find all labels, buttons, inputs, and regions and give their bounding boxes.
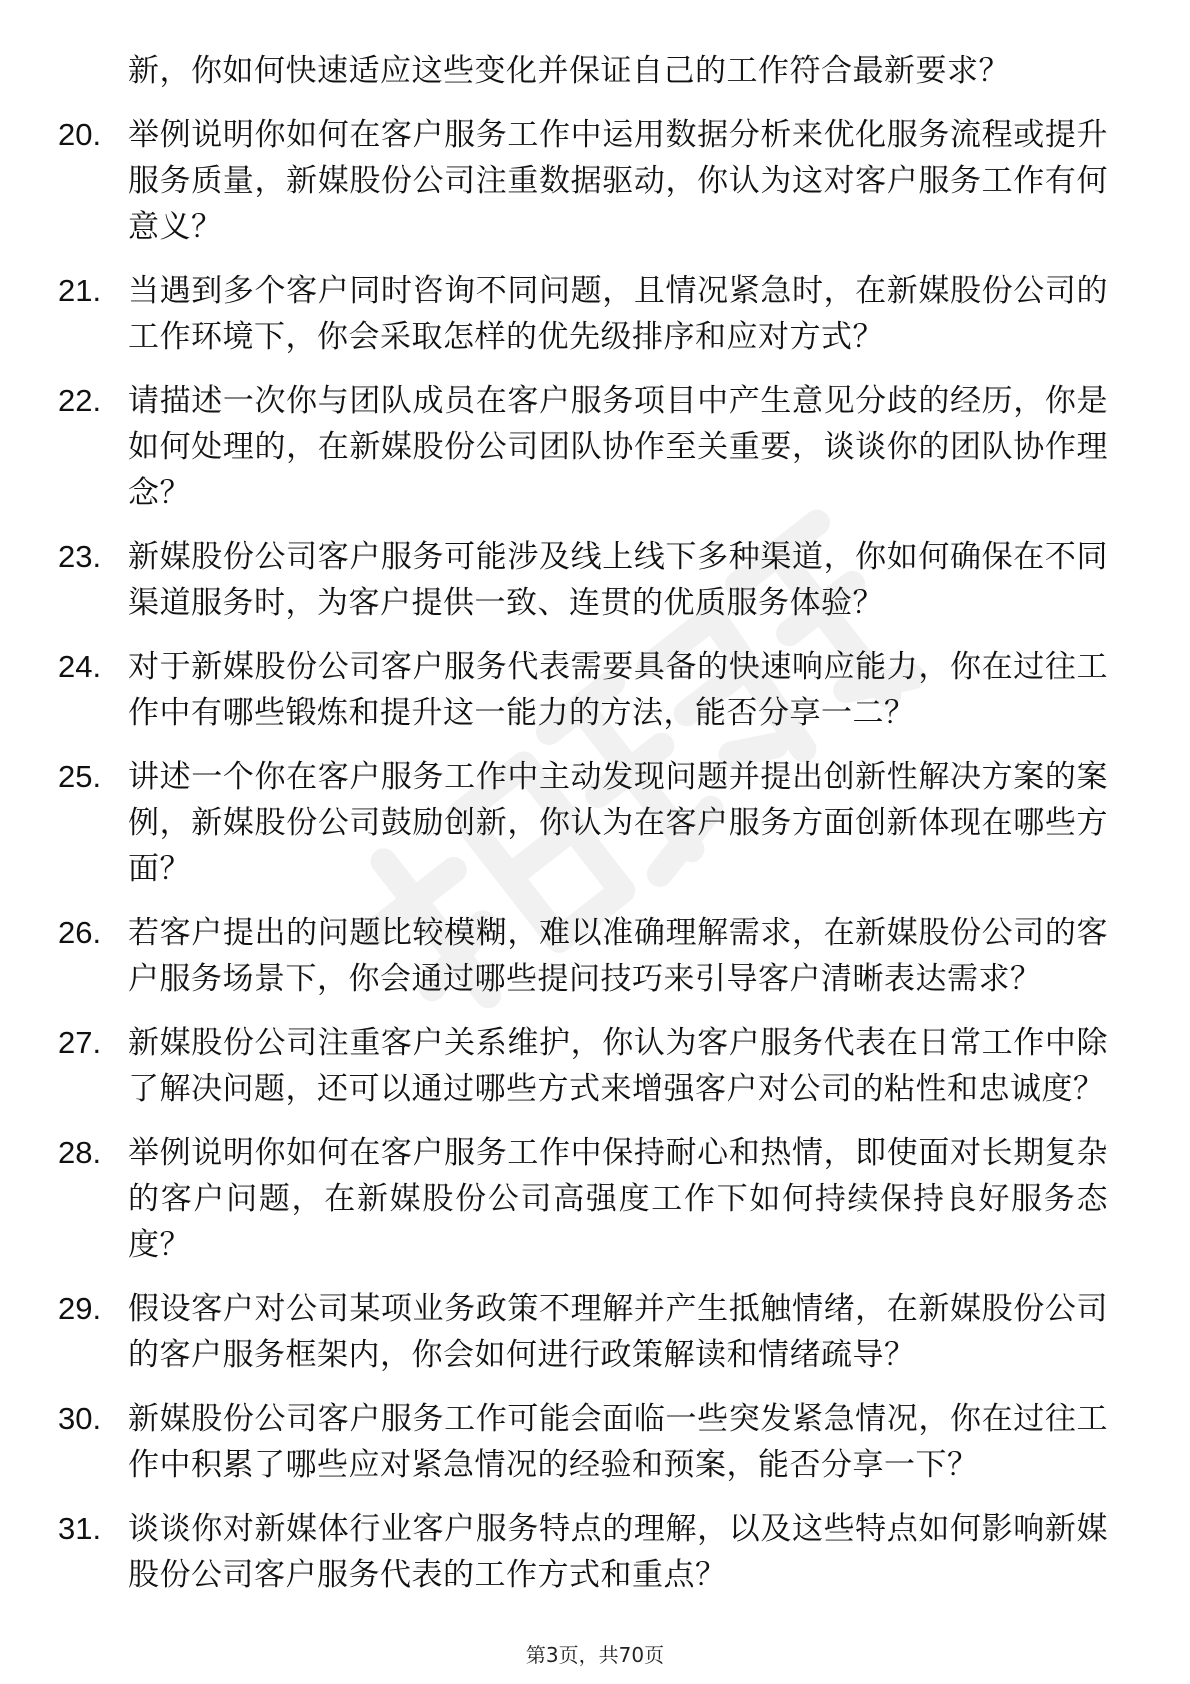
- item-number: 29.: [58, 1291, 102, 1326]
- item-number: 28.: [58, 1135, 102, 1170]
- item-text: 举例说明你如何在客户服务工作中保持耐心和热情，即使面对长期复杂的客户问题，在新媒股份公司高强度工作下如何持续保持良好服务态度？: [128, 1135, 1108, 1263]
- list-item: [58, 112, 1108, 250]
- continuation-paragraph: 新，你如何快速适应这些变化并保证自己的工作符合最新要求？: [128, 53, 1010, 89]
- item-number: 24.: [58, 649, 102, 684]
- list-item: [58, 1396, 1108, 1488]
- page-number-footer: 第3页，共70页: [525, 1643, 665, 1667]
- item-text: 假设客户对公司某项业务政策不理解并产生抵触情绪，在新媒股份公司的客户服务框架内，你会如何进行政策解读和情绪疏导？: [128, 1291, 1108, 1373]
- item-text: 谈谈你对新媒体行业客户服务特点的理解，以及这些特点如何影响新媒股份公司客户服务代表的工作方式和重点？: [128, 1511, 1108, 1593]
- item-text: 新媒股份公司客户服务工作可能会面临一些突发紧急情况，你在过往工作中积累了哪些应对紧急情况的经验和预案，能否分享一下？: [128, 1401, 1108, 1483]
- list-item: [58, 378, 1108, 516]
- item-text: 请描述一次你与团队成员在客户服务项目中产生意见分歧的经历，你是如何处理的，在新媒股份公司团队协作至关重要，谈谈你的团队协作理念？: [128, 383, 1108, 511]
- list-item: [58, 1286, 1108, 1378]
- item-text: 当遇到多个客户同时咨询不同问题，且情况紧急时，在新媒股份公司的工作环境下，你会采取怎样的优先级排序和应对方式？: [128, 273, 1108, 355]
- list-item: [58, 644, 1108, 736]
- item-text: 新媒股份公司客户服务可能涉及线上线下多种渠道，你如何确保在不同渠道服务时，为客户提供一致、连贯的优质服务体验？: [128, 539, 1108, 621]
- item-text: 对于新媒股份公司客户服务代表需要具备的快速响应能力，你在过往工作中有哪些锻炼和提升这一能力的方法，能否分享一二？: [128, 649, 1108, 731]
- item-number: 27.: [58, 1025, 102, 1060]
- list-item: [58, 1506, 1108, 1598]
- item-number: 30.: [58, 1401, 102, 1436]
- question-list: [58, 48, 1108, 1616]
- item-text: 讲述一个你在客户服务工作中主动发现问题并提出创新性解决方案的案例，新媒股份公司鼓励创新，你认为在客户服务方面创新体现在哪些方面？: [128, 759, 1108, 887]
- list-item: [58, 754, 1108, 892]
- list-item: [58, 268, 1108, 360]
- item-number: 31.: [58, 1511, 102, 1546]
- list-item: [58, 1020, 1108, 1112]
- list-item: [58, 1130, 1108, 1268]
- item-number: 26.: [58, 915, 102, 950]
- item-number: 25.: [58, 759, 102, 794]
- item-text: 若客户提出的问题比较模糊，难以准确理解需求，在新媒股份公司的客户服务场景下，你会通过哪些提问技巧来引导客户清晰表达需求？: [128, 915, 1108, 997]
- item-number: 23.: [58, 539, 102, 574]
- list-item: [58, 910, 1108, 1002]
- item-text: 新媒股份公司注重客户关系维护，你认为客户服务代表在日常工作中除了解决问题，还可以通过哪些方式来增强客户对公司的粘性和忠诚度？: [128, 1025, 1108, 1107]
- item-number: 20.: [58, 117, 102, 152]
- list-item: [58, 534, 1108, 626]
- item-number: 22.: [58, 383, 102, 418]
- item-text: 举例说明你如何在客户服务工作中运用数据分析来优化服务流程或提升服务质量，新媒股份公司注重数据驱动，你认为这对客户服务工作有何意义？: [128, 117, 1108, 245]
- item-number: 21.: [58, 273, 102, 308]
